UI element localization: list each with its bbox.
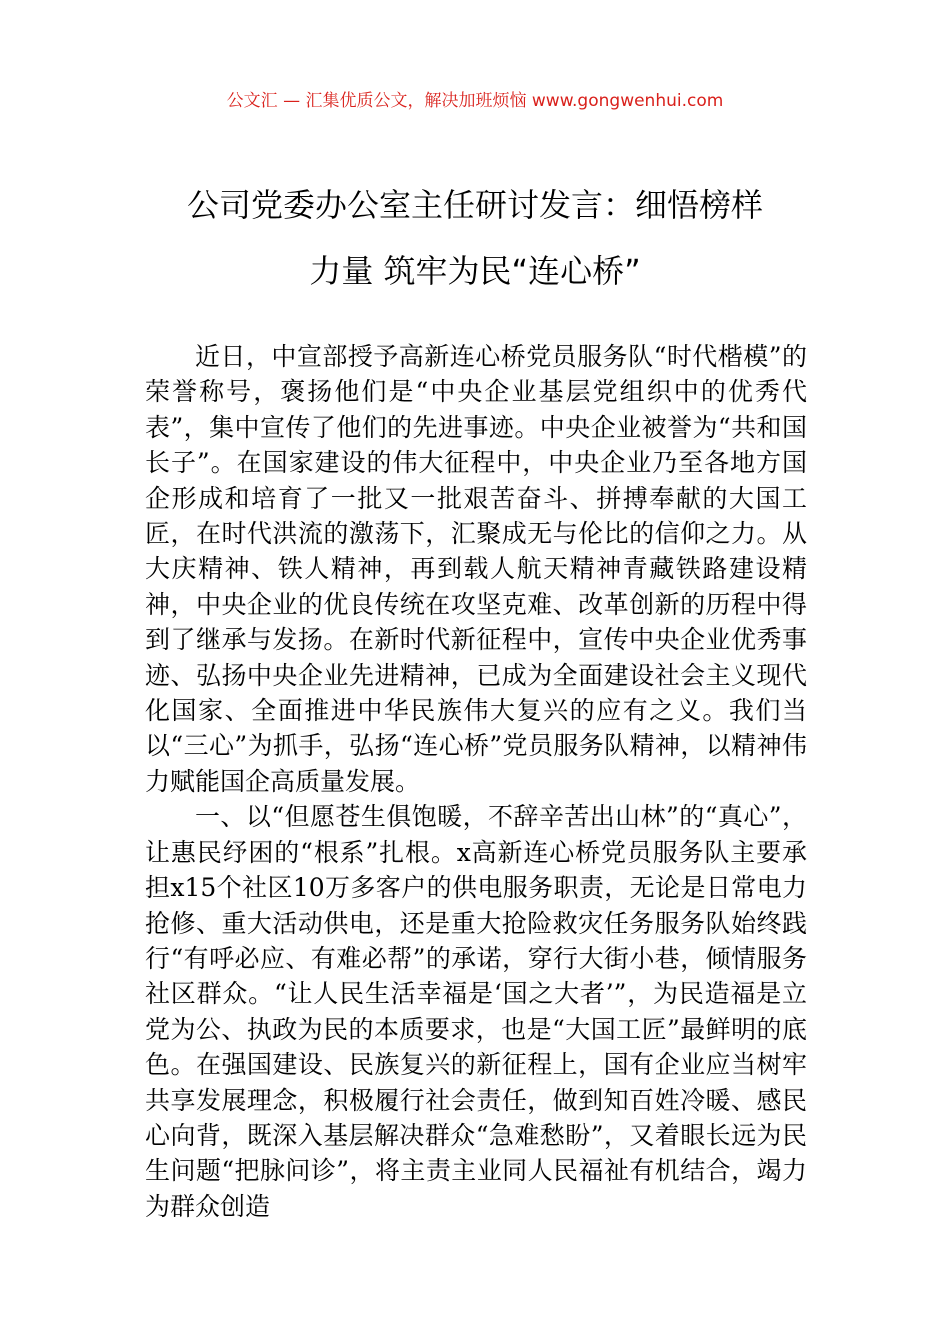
title-line-1: 公司党委办公室主任研讨发言：细悟榜样 — [186, 186, 763, 224]
document-body — [145, 339, 807, 1224]
site-banner: 公文汇 — 汇集优质公文，解决加班烦恼 www.gongwenhui.com — [226, 91, 724, 111]
document-title — [145, 172, 805, 304]
title-line-2: 力量 筑牢为民“连心桥” — [309, 252, 641, 290]
paragraph-section-one: 一、以“但愿苍生俱饱暖，不辞辛苦出山林”的“真心”，让惠民纾困的“根系”扎根。x高新连心桥党员服务队主要承担x15个社区10万多客户的供电服务职责，无论是日常电力抢修、重大活动供电，还是重大抢险救灾任务服务队始终践行“有呼必应、有难必帮”的承诺，穿行大街小巷，倾情服务社区群众。“让人民生活幸福是‘国之大者’”，为民造福是立党为公、执政为民的本质要求，也是“大国工匠”最鲜明的底色。在强国建设、民族复兴的新征程上，国有企业应当树牢共享发展理念，积极履行社会责任，做到知百姓冷暖、感民心向背，既深入基层解决群众“急难愁盼”，又着眼长远为民生问题“把脉问诊”，将主责主业同人民福祉有机结合，竭力为群众创造 — [145, 802, 808, 1221]
paragraph-intro: 近日，中宣部授予高新连心桥党员服务队“时代楷模”的荣誉称号，褒扬他们是“中央企业基层党组织中的优秀代表”，集中宣传了他们的先进事迹。中央企业被誉为“共和国长子”。在国家建设的伟大征程中，中央企业乃至各地方国企形成和培育了一批又一批艰苦奋斗、拼搏奉献的大国工匠，在时代洪流的激荡下，汇聚成无与伦比的信仰之力。从大庆精神、铁人精神，再到载人航天精神青藏铁路建设精神，中央企业的优良传统在攻坚克难、改革创新的历程中得到了继承与发扬。在新时代新征程中，宣传中央企业优秀事迹、弘扬中央企业先进精神，已成为全面建设社会主义现代化国家、全面推进中华民族伟大复兴的应有之义。我们当以“三心”为抓手，弘扬“连心桥”党员服务队精神，以精神伟力赋能国企高质量发展。 — [145, 342, 807, 796]
